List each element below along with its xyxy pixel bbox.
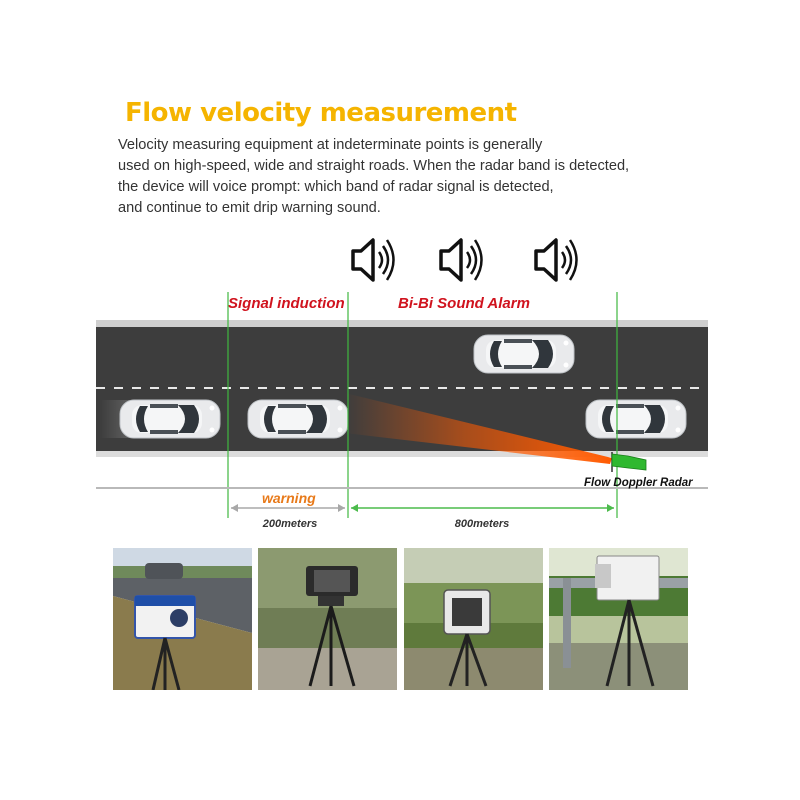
arrow-head-icon	[338, 504, 345, 512]
sound-alarm-label: Bi-Bi Sound Alarm	[398, 295, 530, 312]
description-line: Velocity measuring equipment at indeterminate points is generally	[118, 137, 543, 153]
description	[118, 135, 718, 219]
arrow-head-icon	[351, 504, 358, 512]
speaker-icon	[536, 240, 577, 280]
arrow-head-icon	[231, 504, 238, 512]
photo-tripod-radar	[258, 548, 397, 690]
distance-short-label: 200meters	[262, 518, 318, 530]
description-line: the device will voice prompt: which band of radar signal is detected,	[118, 179, 554, 195]
car	[586, 400, 686, 438]
speaker-icon	[441, 240, 482, 280]
car	[474, 335, 574, 373]
signal-induction-label: Signal induction	[228, 295, 345, 312]
distance-long-label: 800meters	[454, 518, 510, 530]
photo-guardrail-radar	[549, 548, 688, 690]
speaker-icon	[353, 240, 394, 280]
description-line: and continue to emit drip warning sound.	[118, 200, 381, 216]
warning-label: warning	[262, 490, 316, 506]
radar-detection-diagram	[0, 220, 800, 540]
description-line: used on high-speed, wide and straight roads. When the radar band is detected,	[118, 158, 630, 174]
product-photos	[0, 548, 800, 690]
road-shoulder-top	[96, 320, 708, 328]
page-title: Flow velocity measurement	[125, 98, 517, 128]
photo-roadside-radar	[113, 548, 252, 690]
photo-field-radar	[404, 548, 543, 690]
car	[248, 400, 348, 438]
radar-label: Flow Doppler Radar	[584, 477, 693, 489]
car	[120, 400, 220, 438]
arrow-head-icon	[607, 504, 614, 512]
